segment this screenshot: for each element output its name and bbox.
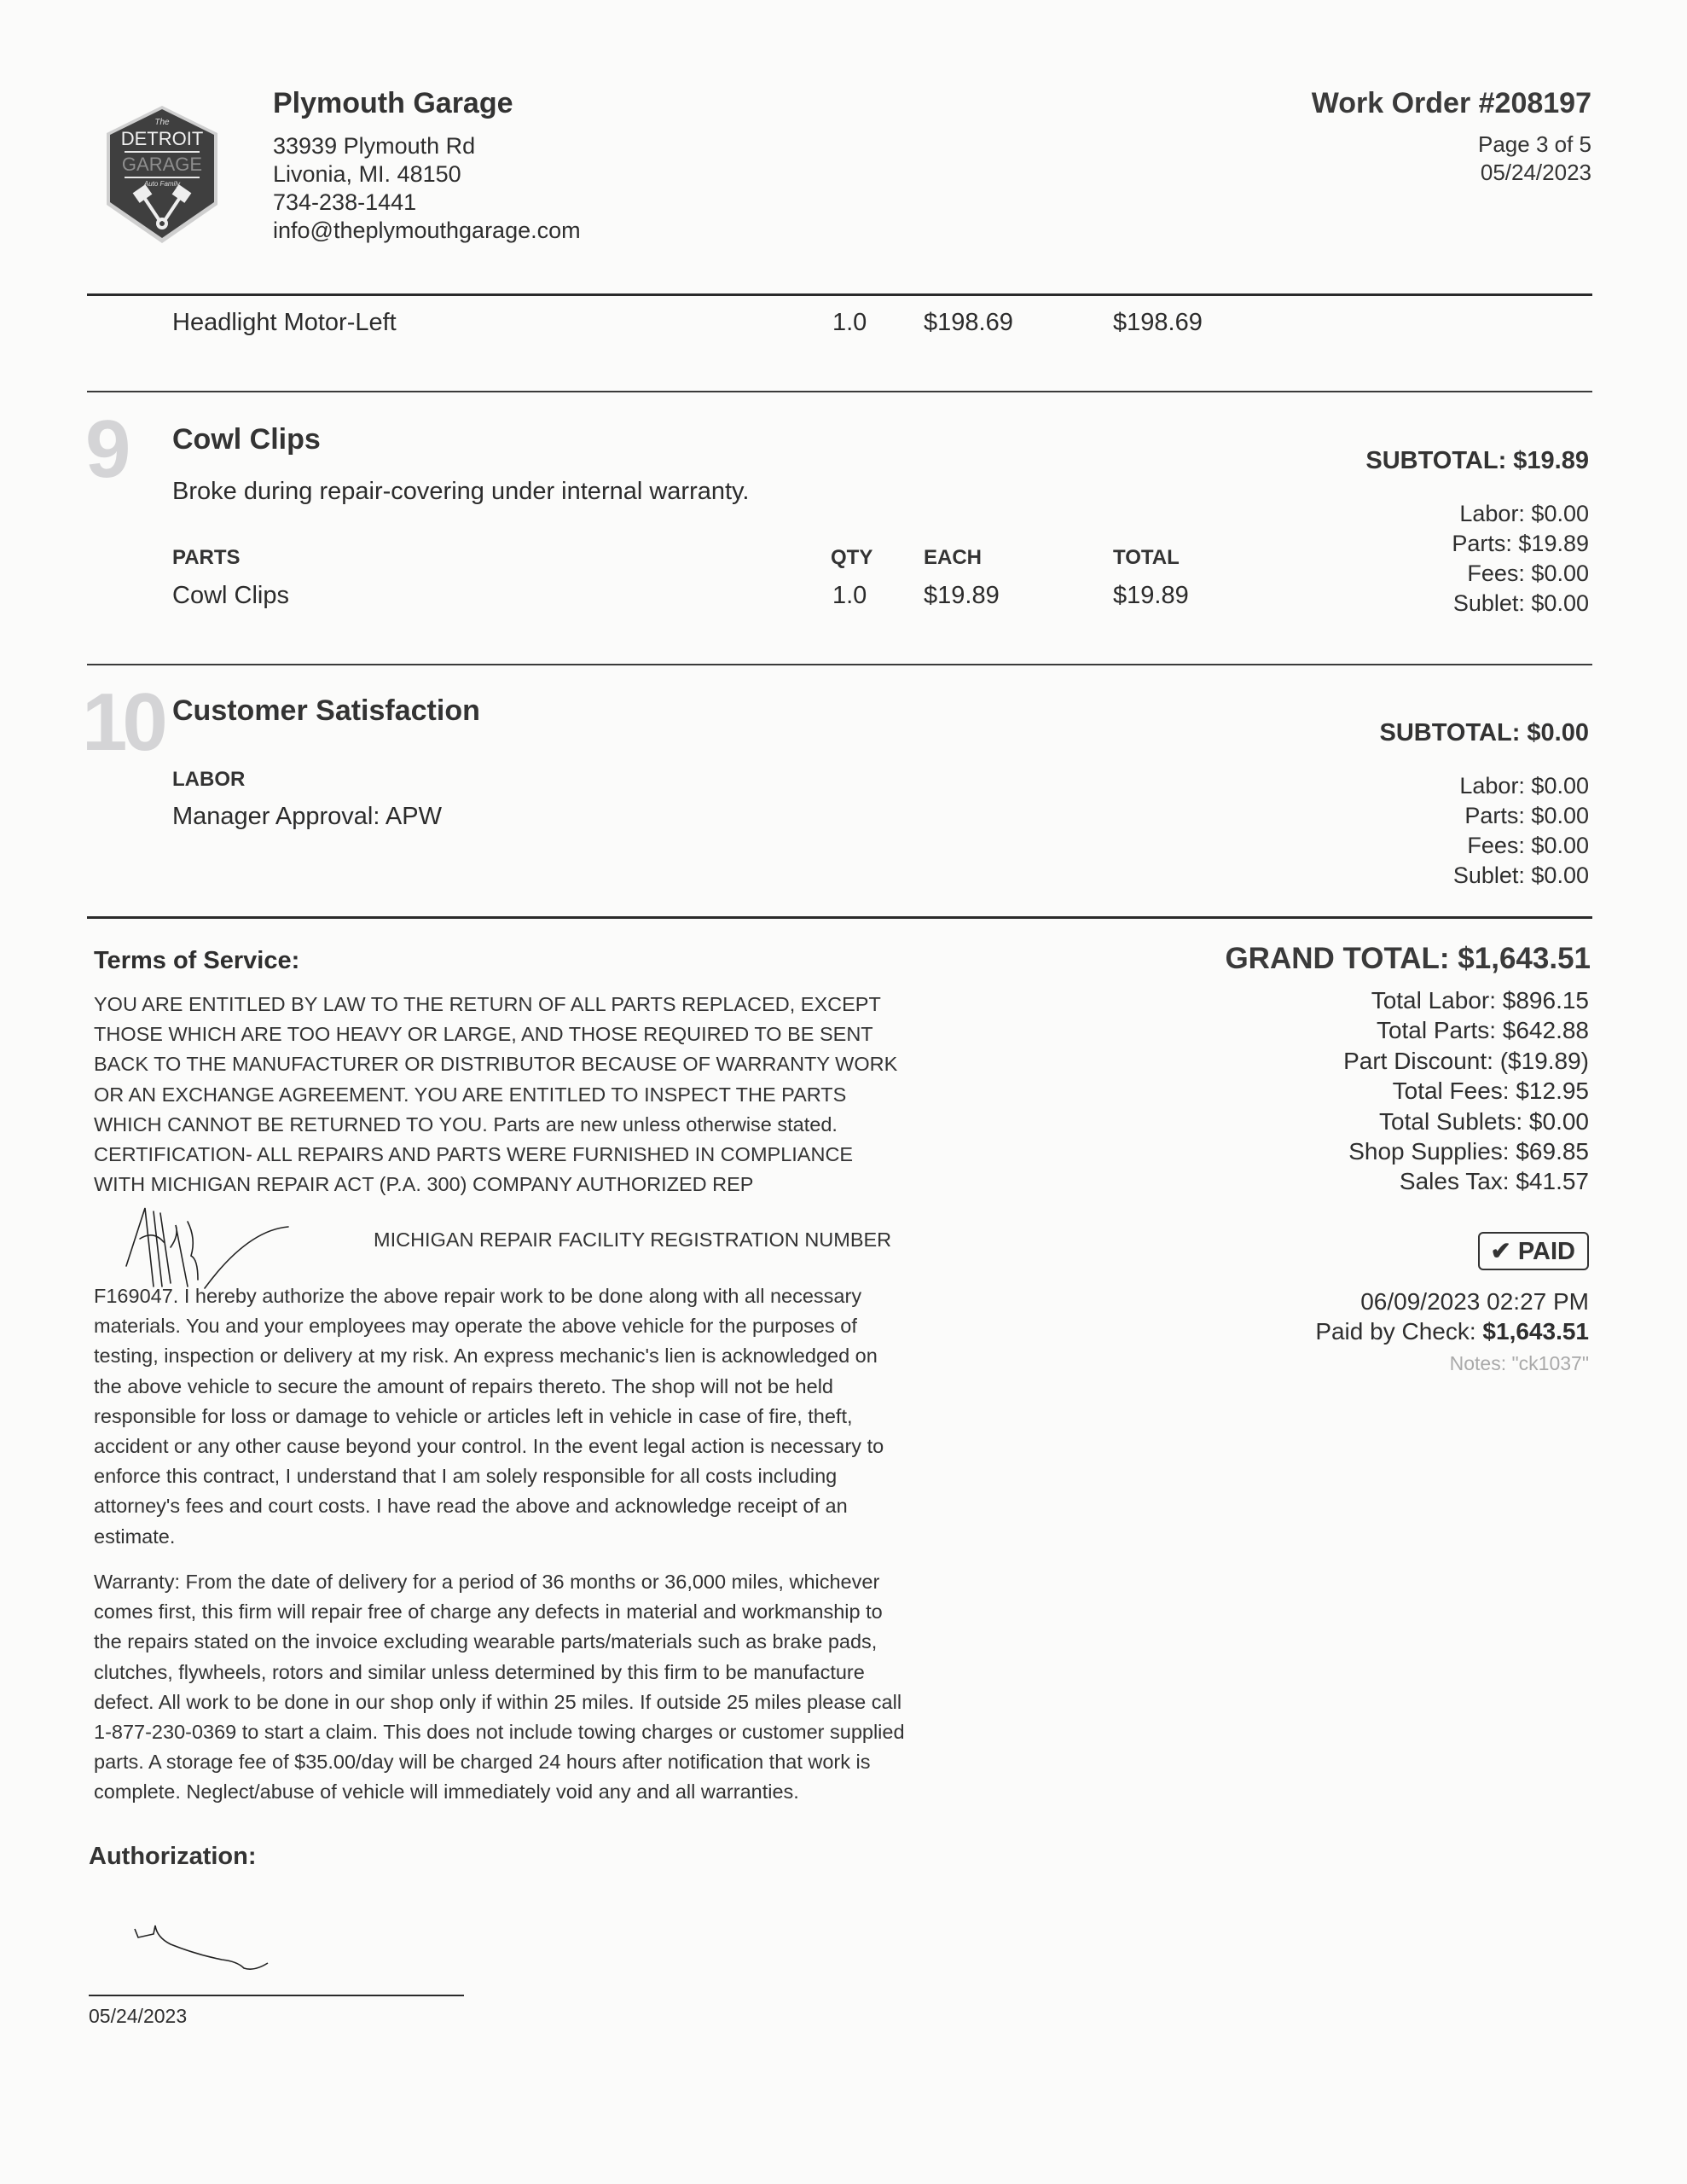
payment-method-label: Paid by Check: [1315,1318,1483,1345]
detroit-garage-logo-icon [104,104,220,246]
section-divider [87,916,1592,919]
terms-line: YOU ARE ENTITLED BY LAW TO THE RETURN OF ALL PARTS REPLACED, EXCEPT [94,993,881,1015]
part-name: Headlight Motor-Left [172,309,397,336]
subtotal-parts: Parts: $19.89 [1452,531,1589,556]
terms-line: THOSE WHICH ARE TOO HEAVY OR LARGE, AND THOSE REQUIRED TO BE SENT [94,1023,873,1046]
subtotal-labor: Labor: $0.00 [1459,501,1589,526]
warranty-line: Warranty: From the date of delivery for a period of 36 months or 36,000 miles, whichever [94,1571,880,1593]
section-description: Broke during repair-covering under internal warranty. [172,478,750,505]
rep-signature [119,1205,375,1290]
subtotal-parts: Parts: $0.00 [1464,803,1589,828]
terms-line: CERTIFICATION- ALL REPAIRS AND PARTS WERE FURNISHED IN COMPLIANCE [94,1143,854,1166]
terms-line: WHICH CANNOT BE RETURNED TO YOU. Parts are new unless otherwise stated. [94,1112,838,1136]
warranty-line: complete. Neglect/abuse of vehicle will immediately void any and all warranties. [94,1780,799,1804]
section-divider [87,391,1592,392]
terms-line: estimate. [94,1525,176,1548]
section-divider [87,664,1592,665]
parts-header: PARTS [172,546,241,569]
subtotal-fees: Fees: $0.00 [1467,833,1589,858]
labor-header: LABOR [172,768,246,791]
grand-total: GRAND TOTAL: $1,643.51 [1225,942,1591,975]
warranty-line: parts. A storage fee of $35.00/day will be charged 24 hours after notification that work is [94,1751,871,1774]
section-number: 10 [82,677,163,768]
payment-notes: Notes: "ck1037" [1449,1352,1589,1374]
sales-tax: Sales Tax: $41.57 [1399,1168,1589,1195]
qty-header: QTY [831,546,873,569]
terms-line: testing, inspection or delivery at my risk. An express mechanic's lien is acknowledged on [94,1345,878,1368]
subtotal-sublet: Sublet: $0.00 [1452,863,1589,888]
work-order-date: 05/24/2023 [1480,160,1591,185]
subtotal-labor: Labor: $0.00 [1459,773,1589,799]
total-header: TOTAL [1113,546,1180,569]
shop-name: Plymouth Garage [273,87,513,119]
authorization-heading: Authorization: [89,1843,257,1870]
part-name: Cowl Clips [172,582,289,609]
part-each: $19.89 [924,582,1000,609]
each-header: EACH [924,546,983,569]
paid-label: PAID [1517,1238,1575,1265]
total-sublets: Total Sublets: $0.00 [1379,1107,1589,1135]
section-subtotal: SUBTOTAL: $19.89 [1365,447,1589,474]
warranty-line: the repairs stated on the invoice excluding wearable parts/materials such as brake pads, [94,1630,878,1653]
warranty-line: comes first, this firm will repair free of charge any defects in material and workmanship to [94,1600,883,1623]
logo-text-tagline: Auto Family [143,180,181,188]
shop-phone: 734-238-1441 [273,189,417,215]
part-qty: 1.0 [832,582,867,609]
section-subtotal: SUBTOTAL: $0.00 [1379,719,1589,746]
work-order-number: Work Order #208197 [1311,87,1591,119]
part-each: $198.69 [924,309,1013,336]
terms-line: enforce this contract, I understand that I am solely responsible for all costs including [94,1465,838,1488]
registration-label: MICHIGAN REPAIR FACILITY REGISTRATION NUMBER [374,1228,892,1251]
terms-line: BACK TO THE MANUFACTURER OR DISTRIBUTOR BECAUSE OF WARRANTY WORK [94,1053,898,1076]
logo-text-the: The [154,118,170,127]
total-fees: Total Fees: $12.95 [1392,1077,1589,1105]
terms-line: accident or any other cause beyond your control. In the event legal action is necessary to [94,1435,884,1458]
authorization-date: 05/24/2023 [89,2005,188,2027]
warranty-line: 1-877-230-0369 to start a claim. This does not include towing charges or customer supplied [94,1721,905,1744]
labor-line: Manager Approval: APW [172,803,442,830]
part-discount: Part Discount: ($19.89) [1343,1047,1589,1074]
payment-method [1315,1318,1589,1345]
logo-text-detroit: DETROIT [120,128,204,149]
part-total: $198.69 [1113,309,1203,336]
signature-line [89,1995,464,1996]
terms-line: WITH MICHIGAN REPAIR ACT (P.A. 300) COMPANY AUTHORIZED REP [94,1173,754,1196]
terms-paragraph [94,990,955,1199]
terms-heading: Terms of Service: [94,947,300,974]
paid-status-badge [1478,1232,1589,1270]
authorization-paragraph [94,1281,955,1552]
subtotal-sublet: Sublet: $0.00 [1452,590,1589,616]
totals-breakdown [1343,985,1589,1197]
total-labor: Total Labor: $896.15 [1371,987,1589,1014]
section-title: Cowl Clips [172,423,321,456]
terms-line: responsible for loss or damage to vehicle or articles left in vehicle in case of fire, theft, [94,1404,853,1427]
shop-email: info@theplymouthgarage.com [273,218,581,243]
terms-line: F169047. I hereby authorize the above repair work to be done along with all necessary [94,1285,862,1307]
section-divider [87,293,1592,296]
warranty-paragraph [94,1567,955,1808]
warranty-line: defect. All work to be done in our shop only if within 25 miles. If outside 25 miles please call [94,1690,902,1713]
terms-line: the above vehicle to secure the amount of repairs thereto. The shop will not be held [94,1374,833,1397]
warranty-line: clutches, flywheels, rotors and similar unless determined by this firm to be manufacture [94,1660,865,1683]
terms-line: OR AN EXCHANGE AGREEMENT. YOU ARE ENTITLED TO INSPECT THE PARTS [94,1083,847,1106]
shop-address-line1: 33939 Plymouth Rd [273,133,476,159]
part-total: $19.89 [1113,582,1189,609]
section-title: Customer Satisfaction [172,694,480,727]
checkmark-icon: ✔ [1490,1238,1511,1265]
page-indicator: Page 3 of 5 [1478,131,1591,157]
shop-supplies: Shop Supplies: $69.85 [1348,1138,1589,1165]
shop-address-line2: Livonia, MI. 48150 [273,161,461,187]
customer-signature [128,1924,281,1975]
total-parts: Total Parts: $642.88 [1376,1017,1589,1044]
payment-amount: $1,643.51 [1482,1318,1589,1345]
terms-line: materials. You and your employees may operate the above vehicle for the purposes of [94,1315,857,1338]
part-qty: 1.0 [832,309,867,336]
terms-line: attorney's fees and court costs. I have read the above and acknowledge receipt of an [94,1495,848,1518]
payment-datetime: 06/09/2023 02:27 PM [1360,1288,1589,1315]
section-number: 9 [85,404,126,495]
subtotal-fees: Fees: $0.00 [1467,561,1589,586]
logo-text-garage: GARAGE [121,154,203,175]
